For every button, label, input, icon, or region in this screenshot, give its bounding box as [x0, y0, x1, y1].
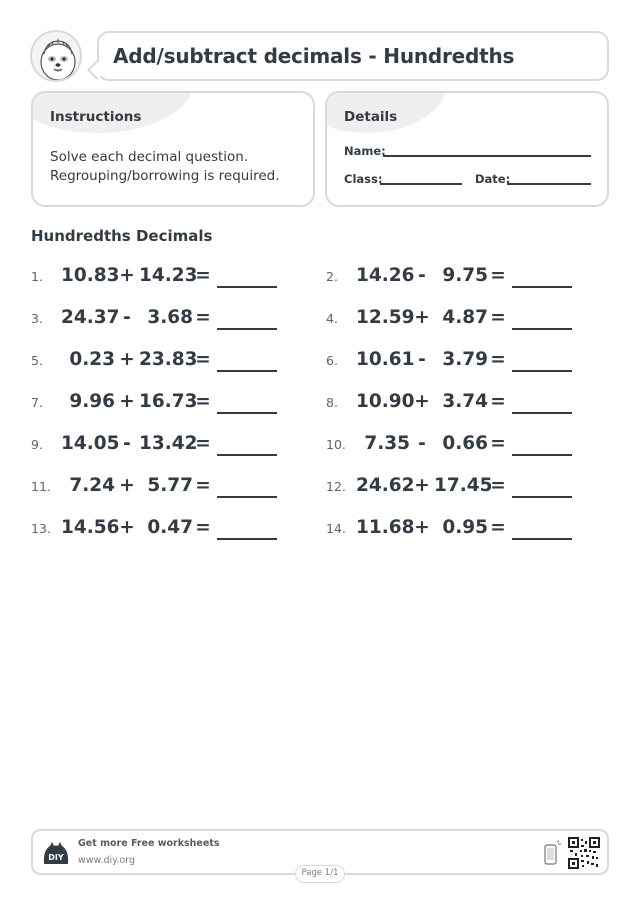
operand-b: 3.79 — [442, 349, 488, 370]
problem-item — [326, 348, 616, 372]
answer-blank[interactable] — [512, 538, 572, 540]
operand-a: 0.23 — [69, 349, 115, 370]
qr-code-icon[interactable] — [568, 837, 600, 869]
equals-sign: = — [490, 307, 506, 328]
answer-blank[interactable] — [217, 286, 277, 288]
operand-b: 0.66 — [442, 433, 488, 454]
answer-blank[interactable] — [217, 412, 277, 414]
operator: + — [119, 475, 135, 496]
instructions-line-2: Regrouping/borrowing is required. — [50, 168, 280, 184]
problem-item — [326, 432, 616, 456]
answer-blank[interactable] — [512, 286, 572, 288]
section-title: Hundredths Decimals — [31, 227, 213, 245]
operator: + — [414, 307, 430, 328]
operand-a: 24.37 — [61, 307, 120, 328]
operand-a: 10.83 — [61, 265, 120, 286]
operator: + — [119, 391, 135, 412]
problem-number: 4. — [326, 311, 338, 326]
problem-number: 10. — [326, 437, 346, 452]
operand-a: 14.56 — [61, 517, 120, 538]
title-bubble — [97, 31, 609, 81]
operand-b: 14.23 — [139, 265, 198, 286]
instructions-heading: Instructions — [50, 109, 142, 125]
operand-a: 7.24 — [69, 475, 115, 496]
problem-number: 2. — [326, 269, 338, 284]
equals-sign: = — [490, 433, 506, 454]
equals-sign: = — [195, 349, 211, 370]
problem-number: 9. — [31, 437, 43, 452]
diy-logo-icon[interactable] — [42, 840, 70, 866]
operand-a: 14.26 — [356, 265, 415, 286]
operator: + — [119, 517, 135, 538]
equals-sign: = — [195, 475, 211, 496]
operand-b: 0.47 — [147, 517, 193, 538]
answer-blank[interactable] — [512, 370, 572, 372]
problem-item — [326, 264, 616, 288]
instructions-text — [50, 148, 280, 186]
operator: - — [418, 433, 426, 454]
page-indicator: Page 1/1 — [295, 865, 345, 883]
operator: + — [414, 517, 430, 538]
problem-item — [31, 390, 321, 414]
equals-sign: = — [490, 349, 506, 370]
problem-item — [326, 516, 616, 540]
problem-number: 14. — [326, 521, 346, 536]
equals-sign: = — [195, 265, 211, 286]
operand-b: 4.87 — [442, 307, 488, 328]
answer-blank[interactable] — [512, 496, 572, 498]
footer-url[interactable]: www.diy.org — [78, 855, 135, 866]
answer-blank[interactable] — [217, 454, 277, 456]
problem-number: 5. — [31, 353, 43, 368]
problem-number: 12. — [326, 479, 346, 494]
footer-promo: Get more Free worksheets — [78, 838, 220, 849]
answer-blank[interactable] — [512, 328, 572, 330]
operator: - — [123, 307, 131, 328]
problem-item — [326, 474, 616, 498]
name-field[interactable] — [383, 155, 591, 157]
problem-number: 11. — [31, 479, 51, 494]
operand-b: 13.42 — [139, 433, 198, 454]
operand-b: 9.75 — [442, 265, 488, 286]
problem-item — [31, 432, 321, 456]
problem-number: 1. — [31, 269, 43, 284]
equals-sign: = — [195, 517, 211, 538]
problem-item — [31, 348, 321, 372]
operand-a: 10.61 — [356, 349, 415, 370]
equals-sign: = — [490, 517, 506, 538]
equals-sign: = — [490, 265, 506, 286]
date-field[interactable] — [507, 183, 591, 185]
operator: - — [123, 433, 131, 454]
problem-number: 13. — [31, 521, 51, 536]
answer-blank[interactable] — [217, 370, 277, 372]
phone-icon — [543, 840, 561, 866]
class-field[interactable] — [380, 183, 462, 185]
problem-item — [326, 390, 616, 414]
name-label: Name: — [344, 144, 386, 158]
equals-sign: = — [195, 391, 211, 412]
operand-a: 10.90 — [356, 391, 415, 412]
operator: + — [119, 265, 135, 286]
problem-number: 6. — [326, 353, 338, 368]
answer-blank[interactable] — [217, 328, 277, 330]
operator: - — [418, 265, 426, 286]
operand-b: 0.95 — [442, 517, 488, 538]
operand-a: 9.96 — [69, 391, 115, 412]
operator: + — [414, 475, 430, 496]
instructions-line-1: Solve each decimal question. — [50, 149, 249, 165]
sloth-mascot-icon — [30, 30, 82, 82]
operator: + — [414, 391, 430, 412]
answer-blank[interactable] — [512, 412, 572, 414]
operator: + — [119, 349, 135, 370]
details-heading: Details — [344, 109, 398, 125]
answer-blank[interactable] — [512, 454, 572, 456]
problem-item — [326, 306, 616, 330]
operand-a: 14.05 — [61, 433, 120, 454]
problem-number: 8. — [326, 395, 338, 410]
operand-b: 17.45 — [434, 475, 493, 496]
operand-b: 16.73 — [139, 391, 198, 412]
operand-a: 24.62 — [356, 475, 415, 496]
instructions-panel — [31, 91, 315, 207]
operand-a: 11.68 — [356, 517, 415, 538]
operand-a: 7.35 — [364, 433, 410, 454]
details-panel — [325, 91, 609, 207]
problem-number: 7. — [31, 395, 43, 410]
operand-b: 3.68 — [147, 307, 193, 328]
operand-b: 3.74 — [442, 391, 488, 412]
page-title: Add/subtract decimals - Hundredths — [113, 44, 515, 68]
problem-item — [31, 474, 321, 498]
equals-sign: = — [490, 475, 506, 496]
problem-item — [31, 516, 321, 540]
equals-sign: = — [195, 307, 211, 328]
operator: - — [418, 349, 426, 370]
problem-number: 3. — [31, 311, 43, 326]
problem-item — [31, 264, 321, 288]
answer-blank[interactable] — [217, 496, 277, 498]
problem-item — [31, 306, 321, 330]
equals-sign: = — [195, 433, 211, 454]
operand-a: 12.59 — [356, 307, 415, 328]
answer-blank[interactable] — [217, 538, 277, 540]
operand-b: 5.77 — [147, 475, 193, 496]
class-label: Class: — [344, 172, 383, 186]
operand-b: 23.83 — [139, 349, 198, 370]
logo-text: DIY — [48, 853, 64, 862]
equals-sign: = — [490, 391, 506, 412]
date-label: Date: — [475, 172, 511, 186]
